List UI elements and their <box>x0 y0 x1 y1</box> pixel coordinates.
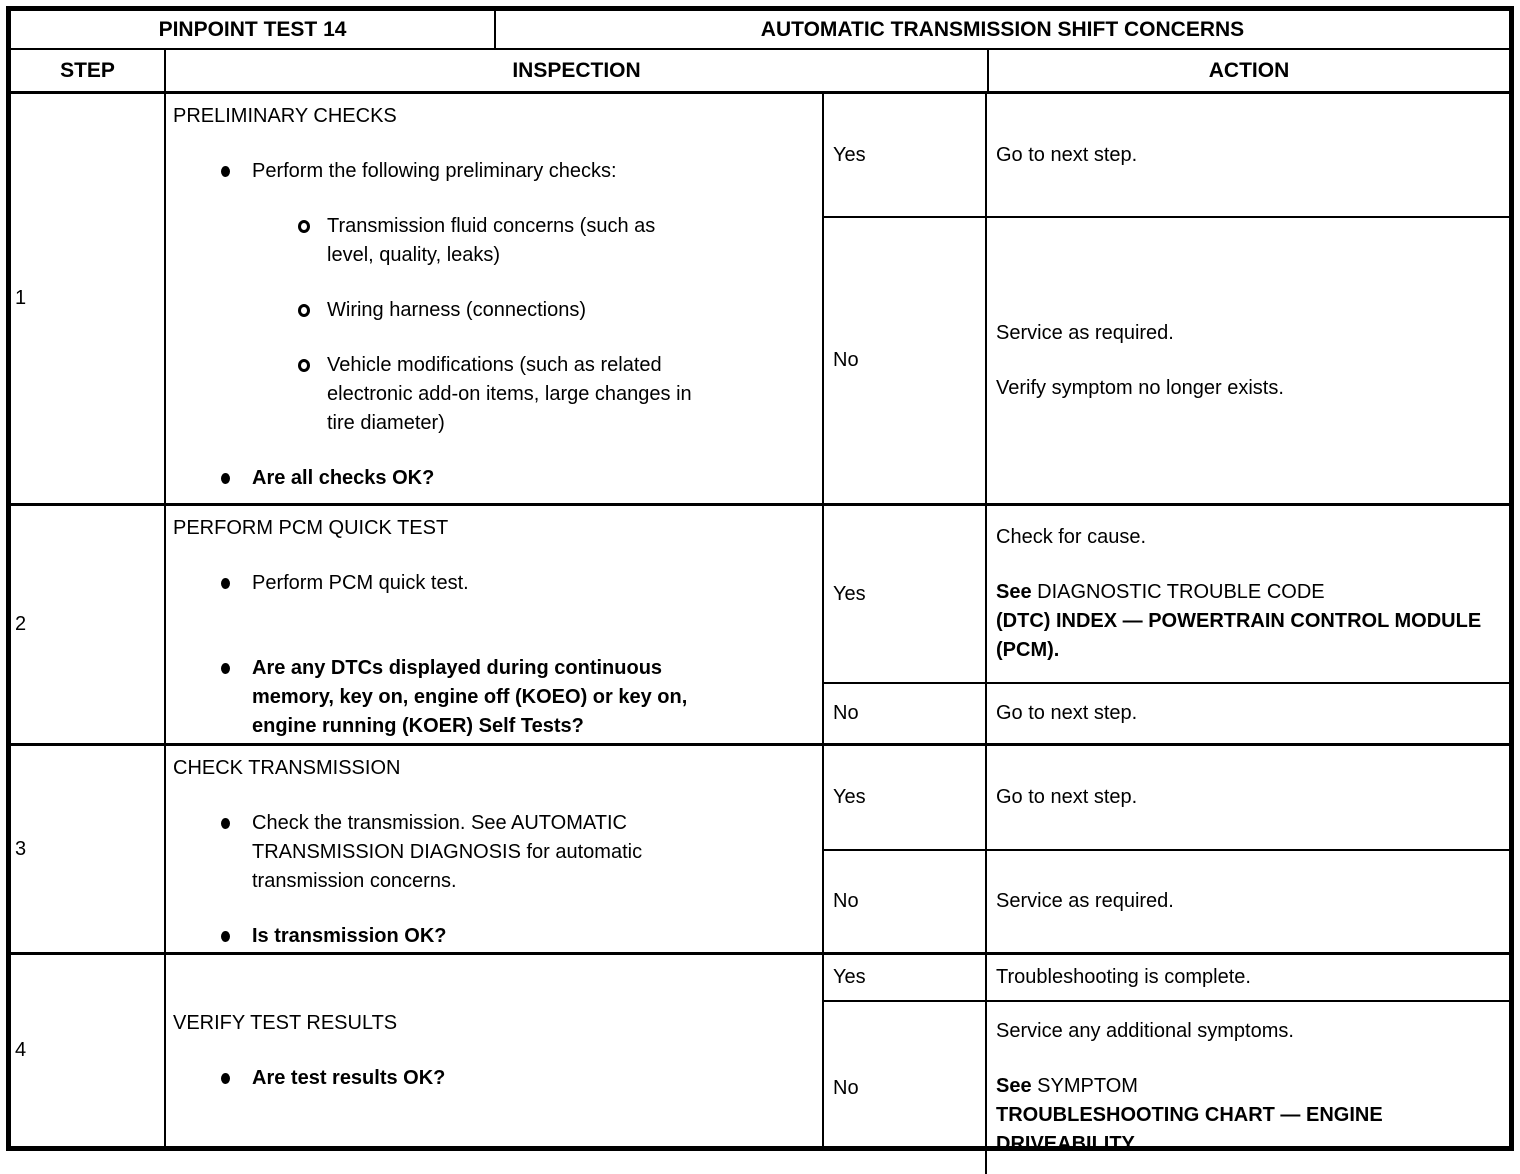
answer-text: Yes <box>833 786 866 808</box>
inspection-title: VERIFY TEST RESULTS <box>173 1011 398 1034</box>
action-text: Service any additional symptoms. <box>996 1020 1294 1042</box>
action-text: Go to next step. <box>996 786 1138 808</box>
bullet-disc-icon <box>221 1073 230 1084</box>
outcome-row <box>824 851 1509 952</box>
list-item-text: Transmission fluid concerns (such as level, quality, leaks) <box>327 215 656 266</box>
inspection-title: PRELIMINARY CHECKS <box>173 105 397 127</box>
list-item-text: Are test results OK? <box>252 1066 446 1089</box>
answer-text: Yes <box>833 582 866 605</box>
step-cell <box>11 506 166 743</box>
action-cell <box>987 94 1509 216</box>
action-reference: TROUBLESHOOTING CHART — ENGINE DRIVEABILITY. <box>996 1104 1383 1155</box>
answer-cell <box>824 1002 987 1174</box>
action-text: See <box>996 581 1032 603</box>
bullet-circle-icon <box>298 304 310 317</box>
action-paragraph <box>996 141 1501 170</box>
bullet-disc-icon <box>221 663 230 674</box>
action-cell-group <box>824 746 1509 952</box>
answer-text: No <box>833 349 859 371</box>
action-paragraph <box>996 887 1501 916</box>
action-reference: SYMPTOM <box>1037 1075 1138 1097</box>
table-row <box>11 94 1509 506</box>
action-paragraph <box>996 963 1501 992</box>
inspection-title: PERFORM PCM QUICK TEST <box>173 517 449 539</box>
column-header-inspection: INSPECTION <box>166 50 989 91</box>
action-cell <box>987 1002 1509 1174</box>
step-number: 1 <box>15 287 27 309</box>
answer-text: Yes <box>833 143 866 166</box>
action-paragraph <box>996 374 1501 403</box>
action-text: Service as required. <box>996 321 1174 344</box>
inspection-cell <box>166 94 824 503</box>
list-item-text: Wiring harness (connections) <box>327 299 586 321</box>
action-paragraph <box>996 319 1501 348</box>
list-item <box>298 296 816 325</box>
answer-cell <box>824 218 987 503</box>
column-header-step: STEP <box>11 50 166 91</box>
list-item-text: Vehicle modifications (such as related electronic add-on items, large changes in tire diameter) <box>327 354 692 434</box>
column-header-action: ACTION <box>1208 59 1290 82</box>
outcome-row <box>824 506 1509 684</box>
table-title-row <box>11 11 1509 50</box>
action-cell <box>987 218 1509 503</box>
action-cell-group <box>824 94 1509 503</box>
table-row <box>11 955 1509 1155</box>
pinpoint-test-label: PINPOINT TEST 14 <box>11 11 496 48</box>
list-item <box>221 654 816 741</box>
action-paragraph <box>996 1017 1501 1046</box>
action-cell <box>987 746 1509 849</box>
outcome-row <box>824 1002 1509 1174</box>
list-item <box>221 922 816 951</box>
pinpoint-test-table <box>6 6 1514 1155</box>
bullet-disc-icon <box>221 578 230 589</box>
action-cell-group <box>824 955 1509 1155</box>
answer-text: Yes <box>833 966 866 988</box>
action-cell <box>987 955 1509 1000</box>
answer-cell <box>824 684 987 743</box>
action-cell-group <box>824 506 1509 743</box>
action-paragraph <box>996 578 1501 665</box>
bullet-disc-icon <box>221 166 230 177</box>
list-item <box>221 1064 816 1093</box>
list-item-text: Are all checks OK? <box>252 467 435 489</box>
action-paragraph <box>996 783 1501 812</box>
inspection-cell <box>166 506 824 743</box>
bullet-circle-icon <box>298 220 310 233</box>
list-item-text: Is transmission OK? <box>252 925 447 947</box>
bullet-disc-icon <box>221 473 230 484</box>
list-item-text: Perform the following preliminary checks: <box>252 160 617 182</box>
outcome-row <box>824 218 1509 503</box>
answer-cell <box>824 746 987 849</box>
list-item <box>298 351 816 438</box>
answer-text: No <box>833 702 859 724</box>
table-title: AUTOMATIC TRANSMISSION SHIFT CONCERNS <box>760 18 1245 41</box>
inspection-cell <box>166 746 824 952</box>
answer-cell <box>824 94 987 216</box>
answer-cell <box>824 955 987 1000</box>
action-paragraph <box>996 523 1501 552</box>
action-text: Service as required. <box>996 890 1174 912</box>
table-row <box>11 506 1509 746</box>
step-cell <box>11 955 166 1146</box>
outcome-row <box>824 94 1509 218</box>
step-cell <box>11 746 166 952</box>
table-row <box>11 746 1509 955</box>
action-cell <box>987 851 1509 952</box>
bullet-circle-icon <box>298 359 310 372</box>
bullet-disc-icon <box>221 931 230 942</box>
action-reference: DIAGNOSTIC TROUBLE CODE <box>1037 581 1325 603</box>
step-cell <box>11 94 166 503</box>
answer-cell <box>824 506 987 682</box>
answer-text: No <box>833 1076 859 1099</box>
action-paragraph <box>996 699 1501 728</box>
list-item-text: Perform PCM quick test. <box>252 572 469 594</box>
action-text: Go to next step. <box>996 702 1138 724</box>
step-number: 2 <box>15 613 27 635</box>
list-item <box>221 569 816 598</box>
inspection-cell <box>166 955 824 1146</box>
answer-text: No <box>833 890 859 912</box>
list-item <box>221 809 816 896</box>
outcome-row <box>824 684 1509 743</box>
action-text: Go to next step. <box>996 143 1138 166</box>
action-text: See <box>996 1075 1032 1097</box>
list-item <box>298 212 816 270</box>
action-cell <box>987 684 1509 743</box>
inspection-title: CHECK TRANSMISSION <box>173 757 401 779</box>
list-item <box>221 157 816 186</box>
action-reference: (DTC) INDEX — POWERTRAIN CONTROL MODULE (PCM). <box>996 610 1482 661</box>
action-text: Verify symptom no longer exists. <box>996 376 1284 399</box>
step-number: 3 <box>15 837 27 860</box>
action-paragraph <box>996 1072 1501 1159</box>
column-header-row <box>11 50 1509 94</box>
outcome-row <box>824 955 1509 1002</box>
action-cell <box>987 506 1509 682</box>
bullet-disc-icon <box>221 818 230 829</box>
action-text: Troubleshooting is complete. <box>996 966 1251 988</box>
list-item-text: Check the transmission. See AUTOMATIC TRANSMISSION DIAGNOSIS for automatic transmission concerns. <box>252 812 643 892</box>
outcome-row <box>824 746 1509 851</box>
action-text: Check for cause. <box>996 526 1147 548</box>
list-item-text: Are any DTCs displayed during continuous memory, key on, engine off (KOEO) or key on, engine running (KOER) Self Tests? <box>252 657 688 737</box>
step-number: 4 <box>15 1039 27 1061</box>
answer-cell <box>824 851 987 952</box>
list-item <box>221 464 816 493</box>
